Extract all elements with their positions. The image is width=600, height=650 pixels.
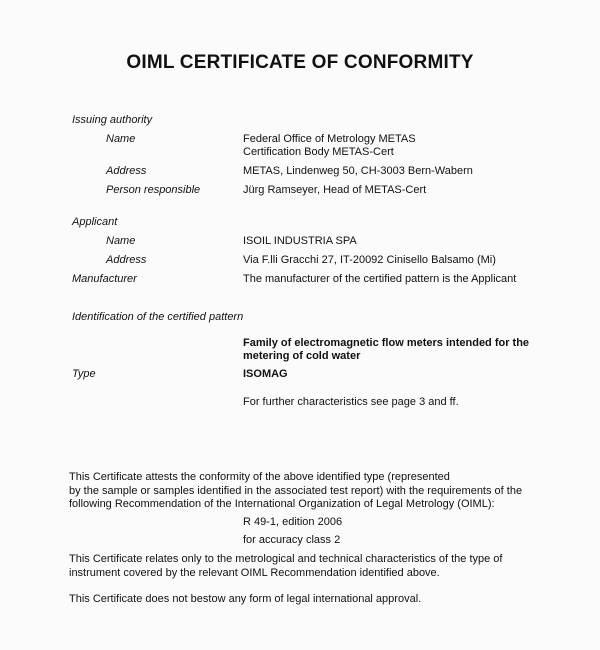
issuing-person-value: Jürg Ramseyer, Head of METAS-Cert	[243, 184, 427, 196]
issuing-address-value: METAS, Lindenweg 50, CH-3003 Bern-Wabern	[243, 165, 473, 177]
applicant-name-value: ISOIL INDUSTRIA SPA	[243, 235, 357, 247]
issuing-name-line1: Federal Office of Metrology METAS	[243, 133, 416, 145]
further-characteristics-note: For further characteristics see page 3 and ff.	[243, 396, 459, 408]
attestation-line1: This Certificate attests the conformity of the above identified type (represented	[69, 471, 450, 483]
identification-heading: Identification of the certified pattern	[72, 311, 244, 323]
attestation-line2: by the sample or samples identified in the associated test report) with the requirements of the	[69, 485, 523, 497]
type-label: Type	[72, 368, 96, 380]
issuing-name-label: Name	[106, 133, 136, 145]
family-description-line2: metering of cold water	[243, 350, 361, 362]
issuing-name-line2: Certification Body METAS-Cert	[243, 146, 394, 158]
issuing-person-label: Person responsible	[106, 184, 201, 196]
applicant-name-label: Name	[106, 235, 136, 247]
manufacturer-value: The manufacturer of the certified pattern is the Applicant	[243, 273, 517, 285]
relates-line1: This Certificate relates only to the metrological and technical characteristics of the type of	[69, 553, 503, 565]
applicant-heading: Applicant	[72, 216, 118, 228]
manufacturer-label: Manufacturer	[72, 273, 137, 285]
applicant-address-label: Address	[106, 254, 147, 266]
type-value: ISOMAG	[243, 368, 288, 380]
applicant-address-value: Via F.lli Gracchi 27, IT-20092 Cinisello Balsamo (Mi)	[243, 254, 496, 266]
issuing-address-label: Address	[106, 165, 147, 177]
relates-line2: instrument covered by the relevant OIML Recommendation identified above.	[69, 567, 440, 579]
issuing-authority-heading: Issuing authority	[72, 114, 153, 126]
family-description-line1: Family of electromagnetic flow meters intended for the	[243, 337, 530, 349]
recommendation-reference: R 49-1, edition 2006	[243, 516, 343, 528]
page-title: OIML CERTIFICATE OF CONFORMITY	[126, 52, 474, 73]
disclaimer: This Certificate does not bestow any form of legal international approval.	[69, 593, 422, 605]
attestation-line3: following Recommendation of the International Organization of Legal Metrology (OIML):	[69, 498, 495, 510]
accuracy-class: for accuracy class 2	[243, 534, 341, 546]
